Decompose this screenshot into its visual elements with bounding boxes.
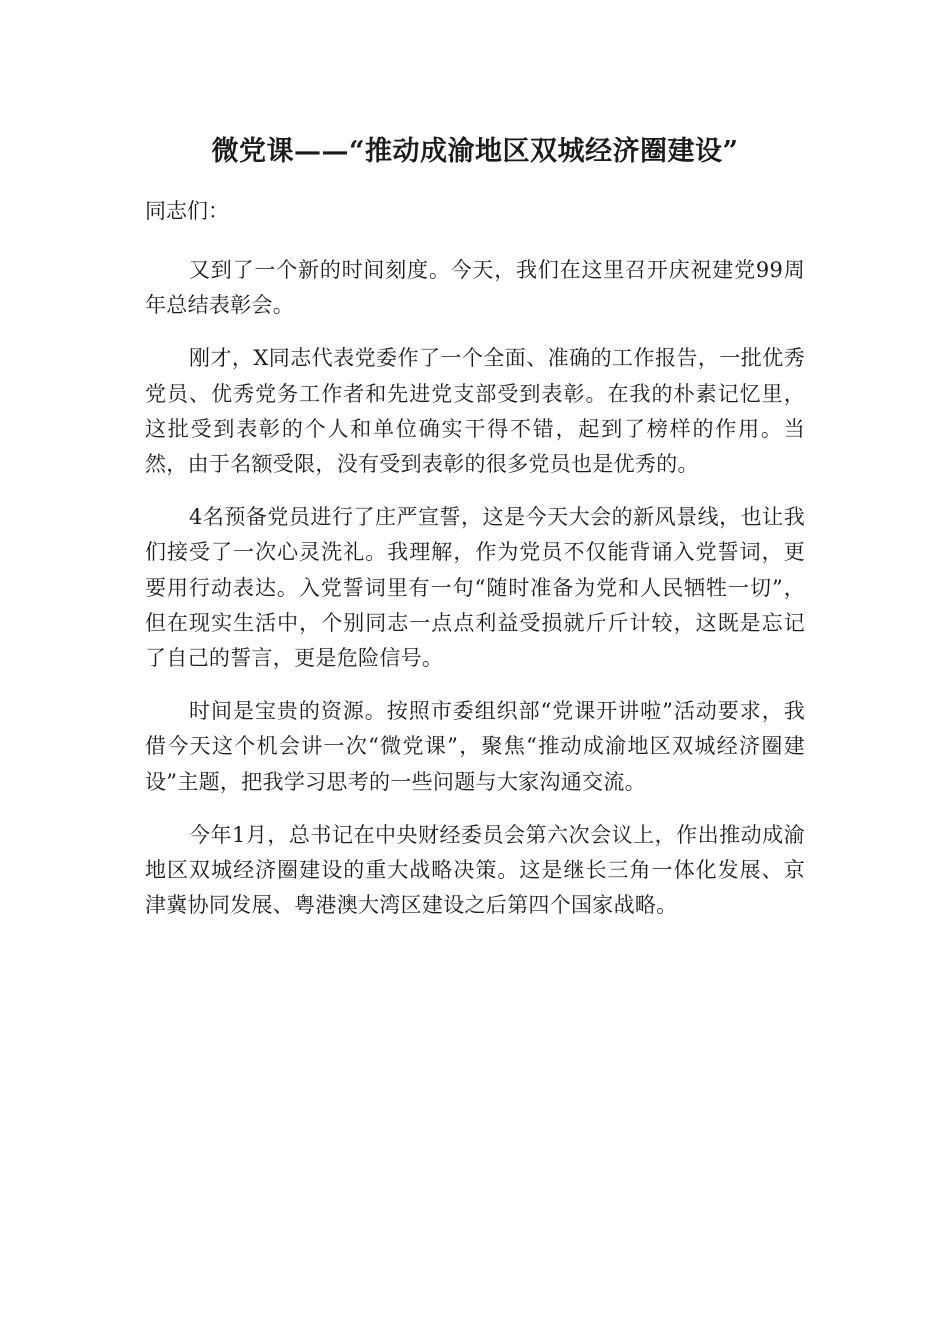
paragraph: 时间是宝贵的资源。按照市委组织部“党课开讲啦”活动要求，我借今天这个机会讲一次“微党课”，聚焦“推动成渝地区双城经济圈建设”主题，把我学习思考的一些问题与大家沟通交流。 (145, 699, 805, 794)
document-body (145, 253, 805, 941)
document-title: 微党课——“推动成渝地区双城经济圈建设” (211, 136, 739, 167)
paragraph: 今年1月，总书记在中央财经委员会第六次会议上，作出推动成渝地区双城经济圈建设的重大战略决策。这是继长三角一体化发展、京津冀协同发展、粤港澳大湾区建设之后第四个国家战略。 (145, 822, 805, 918)
paragraph: 刚才，X同志代表党委作了一个全面、准确的工作报告，一批优秀党员、优秀党务工作者和先进党支部受到表彰。在我的朴素记忆里，这批受到表彰的个人和单位确实干得不错，起到了榜样的作用。当然，由于名额受限，没有受到表彰的很多党员也是优秀的。 (145, 346, 805, 477)
salutation: 同志们： (145, 199, 229, 223)
paragraph: 4名预备党员进行了庄严宣誓，这是今天大会的新风景线，也让我们接受了一次心灵洗礼。我理解，作为党员不仅能背诵入党誓词，更要用行动表达。入党誓词里有一句“随时准备为党和人民牺牲一切”，但在现实生活中，个别同志一点点利益受损就斤斤计较，这既是忘记了自己的誓言，更是危险信号。 (145, 505, 805, 671)
paragraph: 又到了一个新的时间刻度。今天，我们在这里召开庆祝建党99周年总结表彰会。 (145, 258, 805, 318)
